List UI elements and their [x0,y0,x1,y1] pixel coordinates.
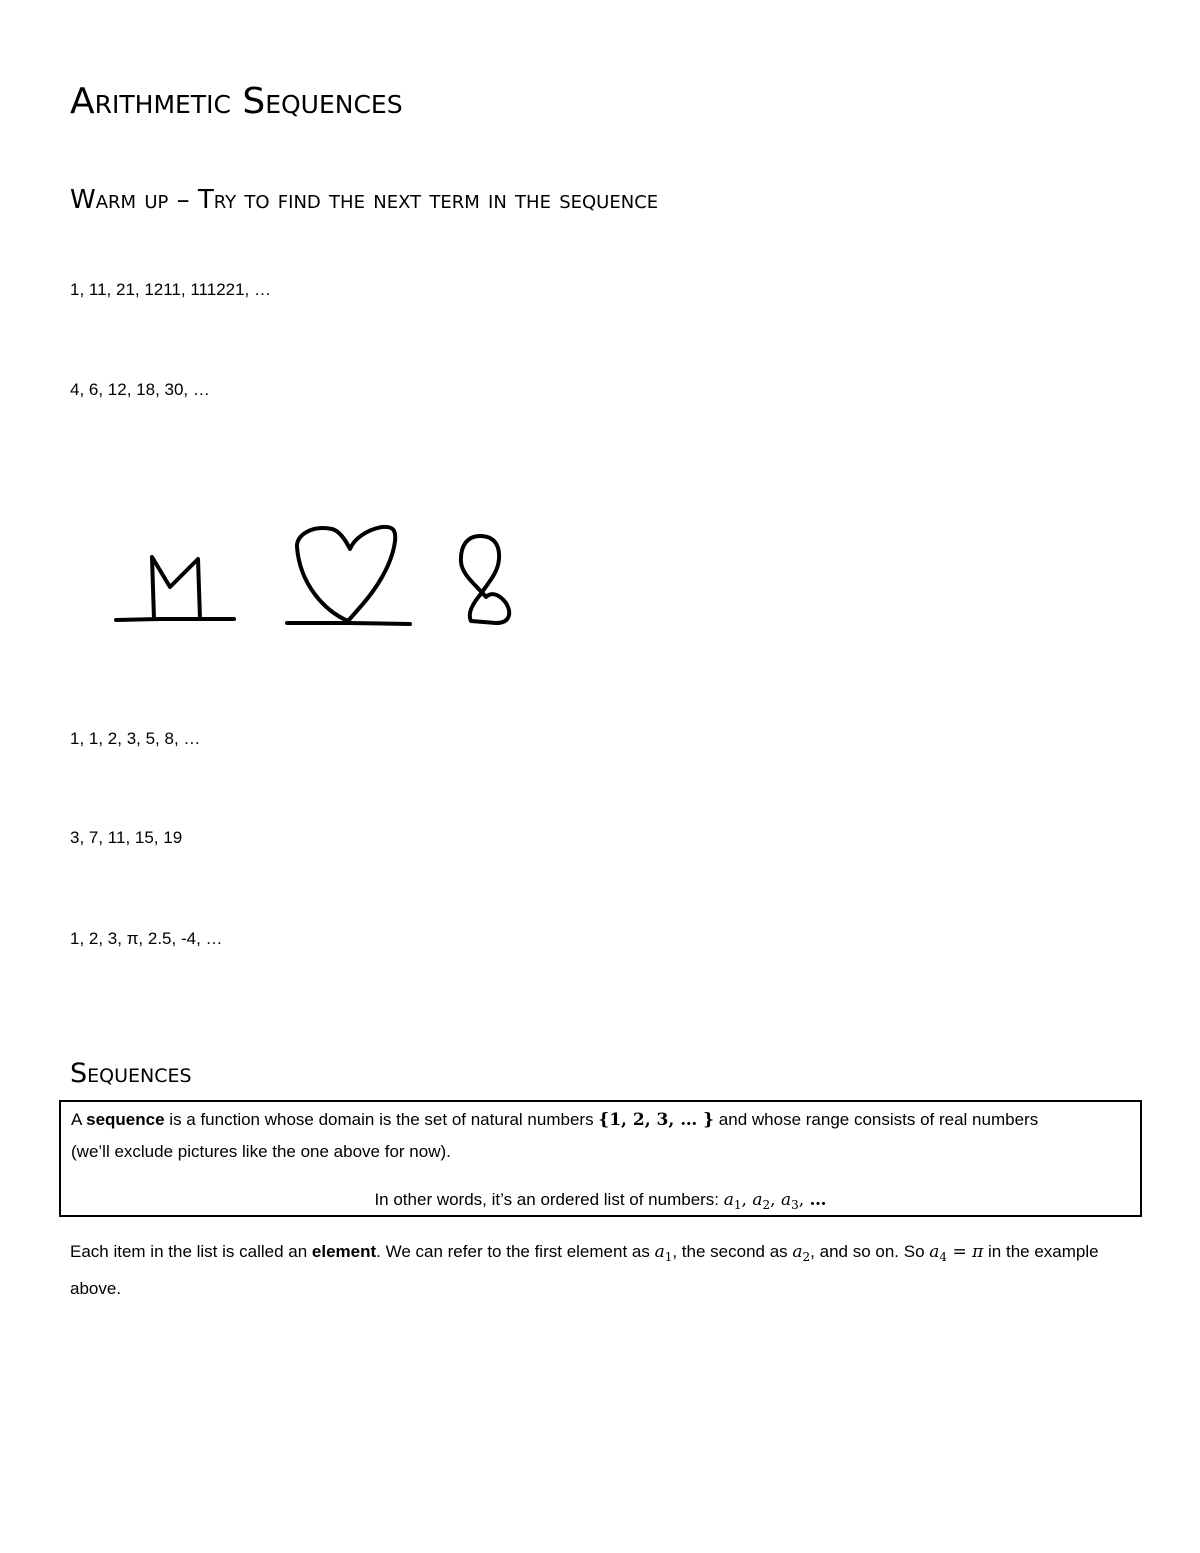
drawn-heart-figure [287,527,410,624]
element-explanation: Each item in the list is called an element. We can refer to the first element as $a_1$, the second as $a_2$, and so on. So $a_4 = \pi$ in the example above. [70,1242,1099,1298]
natural-numbers-set: {1, 2, 3, … } [598,1110,715,1130]
ordered-list-statement: In other words, it’s an ordered list of numbers: $a_1$, $a_2$, $a_3$, … [374,1190,827,1212]
hand-drawn-picture-sequence [100,515,530,640]
drawn-m-figure [116,557,234,620]
page-title: Arithmetic Sequences [70,81,403,122]
term-element: element [311,1242,377,1261]
sequence-3: 1, 1, 2, 3, 5, 8, … [70,729,201,748]
definition-box [59,1100,1142,1217]
term-sequence: sequence [86,1110,165,1129]
sequence-5: 1, 2, 3, π, 2.5, -4, … [70,929,223,948]
warmup-heading: Warm up – Try to find the next term in the sequence [70,185,659,215]
sequence-4: 3, 7, 11, 15, 19 [70,828,183,847]
definition-text: A sequence is a function whose domain is the set of natural numbers {1, 2, 3, … } and whose range consists of real numbers (we’ll exclude pictures like the one above for now). [71,1110,1039,1161]
sequence-2: 4, 6, 12, 18, 30, … [70,380,210,399]
sequences-heading: Sequences [70,1058,192,1089]
drawn-eight-figure [461,536,509,623]
sequence-1: 1, 11, 21, 1211, 111221, … [70,280,272,299]
